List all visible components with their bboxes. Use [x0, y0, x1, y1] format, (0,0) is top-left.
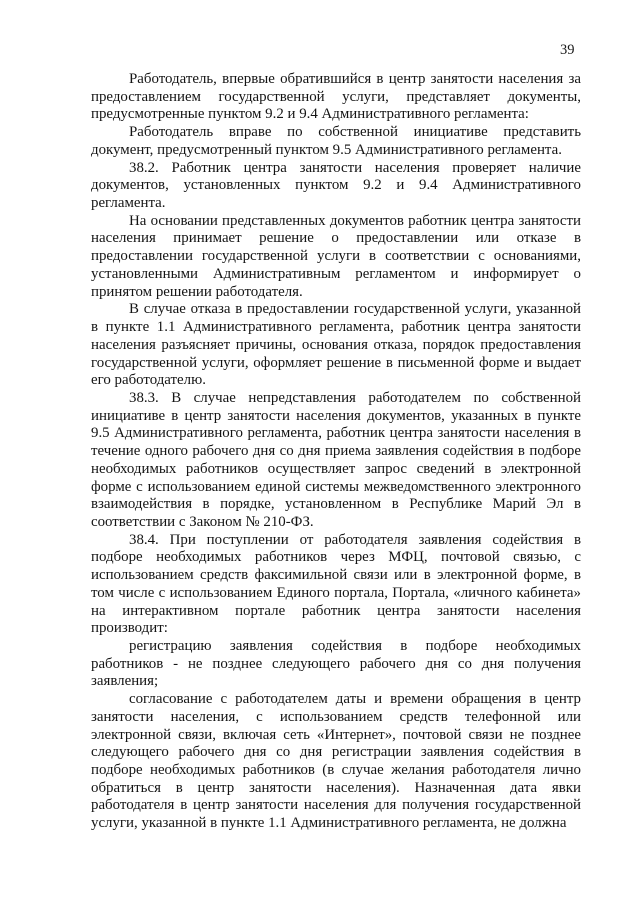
paragraph: Работодатель, впервые обратившийся в центр занятости населения за предоставлением государственной услуги, представляет документы, предусмотренные пунктом 9.2 и 9.4 Административного регламента:: [91, 71, 581, 123]
paragraph: 38.2. Работник центра занятости населения проверяет наличие документов, установленных пунктом 9.2 и 9.4 Административного регламента.: [91, 159, 581, 212]
paragraph: регистрацию заявления содействия в подборе необходимых работников - не позднее следующего рабочего дня со дня получения заявления;: [91, 638, 581, 690]
paragraph: Работодатель вправе по собственной инициативе представить документ, предусмотренный пунктом 9.5 Административного регламента.: [91, 124, 581, 158]
paragraph: согласование с работодателем даты и времени обращения в центр занятости населения, с использованием средств телефонной или электронной связи, включая сеть «Интернет», почтовой связи не позднее следующего рабочего дня со дня регистрации заявления содействия в подборе необходимых работников (в случае желания работодателя лично обратиться в центр занятости населения). Назначенная дата явки работодателя в центр занятости населения для получения государственной услуги, указанной в пункте 1.1 Административного регламента, не должна: [91, 691, 581, 832]
paragraph: 38.4. При поступлении от работодателя заявления содействия в подборе необходимых работников через МФЦ, почтовой связью, с использованием средств факсимильной связи или в электронной форме, в том числе с использованием Единого портала, Портала, «личного кабинета» на интерактивном портале работник центра занятости населения производит:: [91, 531, 581, 637]
paragraph: В случае отказа в предоставлении государственной услуги, указанной в пункте 1.1 Административного регламента, работник центра занятости населения разъясняет причины, основания отказа, порядок предоставления государственной услуги, оформляет решение в письменной форме и выдает его работодателю.: [91, 301, 581, 389]
page-number: 39: [560, 42, 575, 58]
paragraph: 38.3. В случае непредставления работодателем по собственной инициативе в центр занятости населения документов, указанных в пункте 9.5 Административного регламента, работник центра занятости населения в течение одного рабочего дня со дня приема заявления содействия в подборе необходимых работников осуществляет запрос сведений в электронной форме с использованием единой системы межведомственного электронного взаимодействия в порядке, установленном в Республике Марий Эл в соответствии с Законом № 210-ФЗ.: [91, 389, 581, 530]
document-body: [91, 71, 581, 833]
paragraph: На основании представленных документов работник центра занятости населения принимает решение о предоставлении или отказе в предоставлении государственной услуги в соответствии с основаниями, установленными Административным регламентом и информирует о принятом решении работодателя.: [91, 212, 581, 300]
